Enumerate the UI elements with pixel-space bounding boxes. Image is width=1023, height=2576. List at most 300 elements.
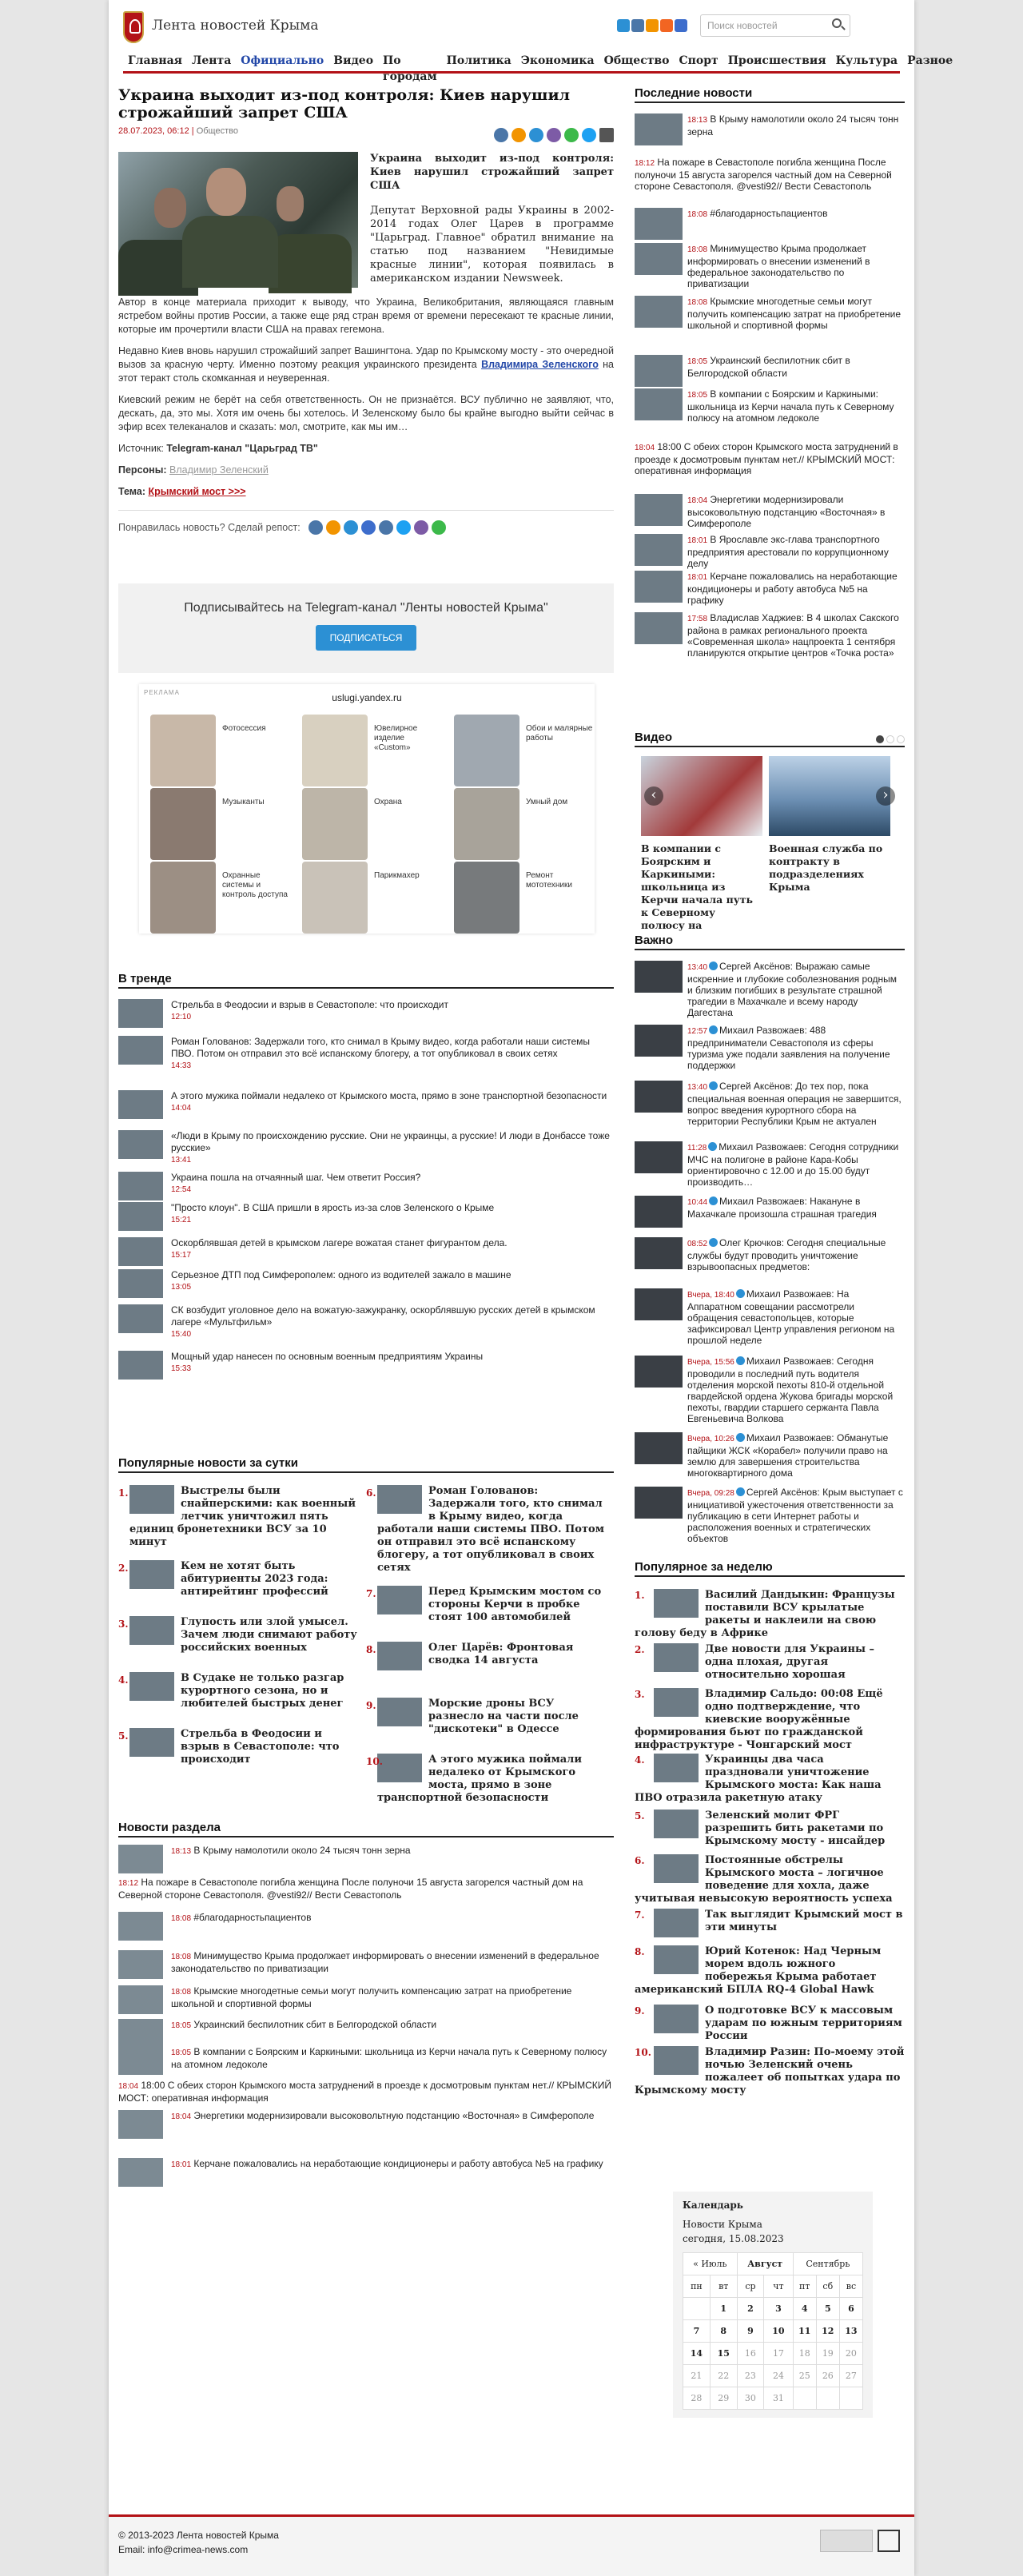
popular-thumb	[377, 1754, 422, 1782]
weekly-headline: Зеленский молит ФРГ разрешить бить ракетами по Крымскому мосту - инсайдер	[705, 1810, 886, 1847]
calendar-month-cur: Август	[737, 2253, 793, 2275]
latest-headline: Керчане пожаловались на неработающие кондиционеры и работу автобуса №5 на графику	[687, 571, 898, 606]
latest-text	[687, 571, 905, 606]
weekly-rank: 7.	[635, 1909, 645, 1921]
popular-item[interactable]	[366, 1485, 606, 1575]
weekly-headline: О подготовке ВСУ к массовым ударам по южным территориям России	[705, 2005, 902, 2042]
weekly-thumb	[654, 1754, 699, 1782]
calendar-day[interactable]: 15	[710, 2343, 737, 2365]
whatsapp-share-icon[interactable]	[564, 128, 579, 142]
trend-thumb	[118, 1172, 163, 1200]
video-carousel-dots[interactable]	[876, 735, 905, 743]
section-news-thumb	[118, 2158, 163, 2187]
weekly-headline: Украинцы два часа праздновали уничтожение Крымского моста: Как наша ПВО отразила ракетную атаку	[635, 1754, 882, 1804]
latest-thumb	[635, 388, 683, 420]
nav-item[interactable]: Общество	[603, 54, 670, 67]
trend-item[interactable]	[118, 1036, 614, 1072]
section-news-headline: #благодарностьпациентов	[193, 1912, 312, 1923]
popular-thumb	[377, 1698, 422, 1726]
ok-share-icon[interactable]	[326, 520, 340, 535]
weekly-rank: 1.	[635, 1590, 645, 1601]
telegram-badge-icon	[709, 962, 718, 970]
important-item[interactable]	[635, 1025, 905, 1071]
twitter-share-icon[interactable]	[396, 520, 411, 535]
calendar-weekday: ср	[737, 2275, 764, 2298]
ad-thumb	[454, 715, 519, 786]
nav-item[interactable]: Официально	[241, 54, 324, 67]
telegram-badge-icon	[709, 1081, 718, 1090]
calendar-day: 18	[793, 2343, 816, 2365]
ad-item[interactable]	[149, 715, 293, 786]
ad-block[interactable]	[139, 684, 595, 934]
search-input[interactable]: Поиск новостей	[700, 14, 850, 37]
popular-item[interactable]	[118, 1485, 358, 1549]
telegram-share-icon[interactable]	[529, 128, 543, 142]
section-news-item[interactable]	[118, 2158, 614, 2171]
trend-thumb	[118, 1269, 163, 1298]
weekly-rank: 10.	[635, 2047, 651, 2058]
ad-item-label: Охрана	[374, 798, 402, 806]
telegram-icon[interactable]	[617, 19, 630, 32]
telegram-subscribe-box	[118, 583, 614, 673]
latest-item[interactable]	[635, 355, 905, 379]
latest-time: 18:04	[635, 444, 655, 452]
trend-text	[171, 1202, 614, 1226]
weekly-item[interactable]	[635, 1854, 905, 1905]
latest-headline: В Крыму намолотили около 24 тысяч тонн зерна	[687, 113, 899, 137]
important-thumb	[635, 1432, 683, 1464]
mail-share-icon[interactable]	[361, 520, 376, 535]
crimea-coat-of-arms-icon[interactable]	[123, 11, 144, 43]
latest-item[interactable]	[635, 113, 905, 137]
weekly-item[interactable]	[635, 1810, 905, 1848]
latest-item[interactable]	[635, 534, 905, 569]
latest-item[interactable]	[635, 612, 905, 659]
footer-copyright: © 2013-2023 Лента новостей Крыма	[118, 2530, 279, 2541]
trend-item[interactable]	[118, 1304, 614, 1340]
latest-text	[687, 243, 905, 289]
ad-item[interactable]	[452, 715, 596, 786]
trend-text	[171, 1130, 614, 1166]
weekly-thumb	[654, 2005, 699, 2033]
main-nav	[123, 53, 953, 83]
important-thumb	[635, 1141, 683, 1173]
mail-icon[interactable]	[675, 19, 687, 32]
lj-share-icon[interactable]	[379, 520, 393, 535]
calendar-day[interactable]: 6	[839, 2298, 862, 2320]
person-link[interactable]: Владимира Зеленского	[481, 359, 599, 370]
footer	[109, 2514, 914, 2576]
latest-text	[687, 388, 905, 424]
article-section[interactable]: Общество	[196, 126, 238, 136]
footer-email[interactable]: Email: info@crimea-news.com	[118, 2544, 249, 2555]
important-item[interactable]	[635, 1081, 905, 1127]
section-news-text	[171, 1985, 614, 2010]
source-link[interactable]: Telegram-канал "Царьград ТВ"	[166, 443, 318, 454]
important-time: 12:57	[687, 1027, 708, 1036]
important-item[interactable]	[635, 961, 905, 1018]
weekly-item[interactable]	[635, 2005, 905, 2043]
calendar-day: 28	[683, 2387, 711, 2410]
trend-time: 15:40	[171, 1330, 192, 1339]
calendar-day[interactable]: 2	[737, 2298, 764, 2320]
trend-title: В тренде	[118, 972, 614, 989]
telegram-subscribe-button[interactable]: ПОДПИСАТЬСЯ	[316, 625, 417, 651]
weekly-thumb	[654, 1909, 699, 1937]
popular-rank: 9.	[366, 1700, 376, 1711]
person-tag[interactable]: Владимир Зеленский	[169, 464, 269, 476]
important-thumb	[635, 1196, 683, 1228]
section-news-thumb	[118, 1845, 163, 1873]
section-news-text	[171, 2110, 614, 2123]
latest-item[interactable]	[635, 441, 905, 476]
important-item[interactable]	[635, 1196, 905, 1220]
important-item[interactable]	[635, 1356, 905, 1424]
ad-item[interactable]	[452, 862, 596, 934]
popular-rank: 3.	[118, 1618, 129, 1630]
calendar-day[interactable]: 7	[683, 2320, 711, 2343]
trend-time: 13:41	[171, 1156, 192, 1165]
telegram-subscribe-text: Подписывайтесь на Telegram-канал "Ленты новостей Крыма"	[184, 601, 548, 615]
section-news-text	[118, 2080, 614, 2104]
calendar-day: 26	[816, 2365, 839, 2387]
section-news-time: 18:08	[171, 1988, 192, 1997]
nav-item[interactable]: Происшествия	[727, 54, 826, 67]
important-headline: Михаил Развожаев: Обманутые пайщики ЖСК «Корабел» получили право на землю для завершения строительства многоквартирного дома	[687, 1432, 889, 1479]
article-paragraph: Киевский режим не берёт на себя ответственность. Он не признаётся. ВСУ публично не заявляют, что, дескать, да, это мы. Хотя им очень бы хотелось. И Зеленскому было бы крайне выгодно выйти сейчас в эфир всех телеканалов и сказать: мол, смотрите, как мы им…	[118, 394, 614, 432]
telegram-badge-icon	[736, 1356, 745, 1365]
important-item[interactable]	[635, 1141, 905, 1188]
latest-item[interactable]	[635, 494, 905, 529]
video-carousel	[635, 756, 905, 931]
popular-headline: Глупость или злой умысел. Зачем люди снимают работу российских военных	[181, 1616, 357, 1654]
popular-rank: 6.	[366, 1487, 376, 1499]
section-news-headline: На пожаре в Севастополе погибла женщина После полуночи 15 августа загорелся частный дом на Северной стороне Севастополя. @vesti92// Вести Севастополь	[118, 1877, 583, 1901]
viber-share-icon[interactable]	[547, 128, 561, 142]
calendar-day: 23	[737, 2365, 764, 2387]
section-news-item[interactable]	[118, 2110, 614, 2123]
ad-item[interactable]	[452, 788, 596, 860]
trend-item[interactable]	[118, 1269, 614, 1293]
latest-thumb	[635, 208, 683, 240]
popular-item[interactable]	[118, 1672, 358, 1717]
section-news-item[interactable]	[118, 1877, 614, 1901]
search-icon[interactable]	[832, 18, 842, 28]
popular-item[interactable]	[366, 1642, 606, 1686]
vk-icon[interactable]	[631, 19, 644, 32]
ad-thumb	[302, 862, 368, 934]
important-item[interactable]	[635, 1237, 905, 1272]
latest-text	[687, 612, 905, 659]
telegram-badge-icon	[736, 1289, 745, 1298]
whatsapp-share-icon[interactable]	[432, 520, 446, 535]
arrow-icon[interactable]	[878, 2530, 900, 2552]
odnoklassniki-icon[interactable]	[646, 19, 659, 32]
latest-thumb	[635, 113, 683, 145]
calendar-month-prev[interactable]: « Июль	[683, 2253, 738, 2275]
ad-item[interactable]	[149, 862, 293, 934]
popular-item[interactable]	[366, 1586, 606, 1630]
section-news-text	[171, 1950, 614, 1975]
topic-link[interactable]: Крымский мост >>>	[148, 486, 246, 497]
latest-thumb	[635, 612, 683, 644]
vk-share-icon[interactable]	[308, 520, 323, 535]
site-title[interactable]: Лента новостей Крыма	[152, 18, 319, 34]
latest-time: 18:08	[687, 245, 708, 254]
weekly-thumb	[654, 1643, 699, 1672]
counter-badge[interactable]	[820, 2530, 873, 2552]
repost-label: Понравилась новость? Сделай репост:	[118, 521, 301, 533]
calendar-day: 25	[793, 2365, 816, 2387]
article-lede	[370, 152, 614, 285]
video-caption[interactable]: Военная служба по контракту в подразделениях Крыма	[769, 842, 883, 893]
weekly-item[interactable]	[635, 1688, 905, 1752]
weekly-item[interactable]	[635, 1754, 905, 1805]
calendar-day	[793, 2387, 816, 2410]
vk-share-icon[interactable]	[494, 128, 508, 142]
ad-item[interactable]	[149, 788, 293, 860]
main-column	[118, 86, 615, 2169]
trend-thumb	[118, 1036, 163, 1065]
latest-item[interactable]	[635, 388, 905, 424]
nav-item[interactable]: По городам	[383, 54, 437, 83]
important-item[interactable]	[635, 1288, 905, 1346]
calendar-day[interactable]: 5	[816, 2298, 839, 2320]
important-thumb	[635, 1025, 683, 1057]
ad-item[interactable]	[301, 788, 444, 860]
page	[109, 0, 953, 2576]
popular-headline: Роман Голованов: Задержали того, кто снимал в Крыму видео, когда работали наши системы ПВО. Потом он отправил это всё испанскому блогеру, а тот опубликовал в своих сетях	[377, 1485, 605, 1574]
ad-item[interactable]	[301, 715, 444, 786]
calendar-day: 19	[816, 2343, 839, 2365]
section-news-text	[171, 1845, 614, 1857]
ad-thumb	[302, 715, 368, 786]
section-news-time: 18:05	[171, 2021, 192, 2030]
ad-item[interactable]	[301, 862, 444, 934]
trend-headline: Оскорблявшая детей в крымском лагере вожатая станет фигурантом дела.	[171, 1237, 508, 1248]
section-news-title: Новости раздела	[118, 1821, 614, 1837]
popular-rank: 2.	[118, 1563, 129, 1574]
trend-headline: Роман Голованов: Задержали того, кто снимал в Крыму видео, когда работали наши системы ПВО. Потом он отправил это всё испанскому блогеру, а тот опубликовал в своих сетях	[171, 1036, 591, 1059]
latest-headline: #благодарностьпациентов	[710, 208, 828, 219]
calendar-day[interactable]: 1	[710, 2298, 737, 2320]
section-news-time: 18:01	[171, 2160, 192, 2169]
calendar-day[interactable]: 4	[793, 2298, 816, 2320]
section-news-headline: Крымские многодетные семьи могут получить компенсацию затрат на приобретение школьной и спортивной формы	[171, 1985, 572, 2009]
video-thumb[interactable]	[769, 756, 890, 836]
popular-item[interactable]	[366, 1698, 606, 1742]
section-news-item[interactable]	[118, 1845, 614, 1857]
important-time: Вчера, 09:28	[687, 1489, 734, 1498]
weekly-item[interactable]	[635, 2046, 905, 2097]
calendar-day	[816, 2387, 839, 2410]
lede-text: Депутат Верховной рады Украины в 2002-2014 годах Олег Царев в программе "Царьград. Главное" обратил внимание на статью под названием "Невидимые красные линии", которая появилась в американском издании Newsweek.	[370, 205, 614, 285]
latest-thumb	[635, 571, 683, 603]
popular-thumb	[129, 1616, 174, 1645]
trend-thumb	[118, 1351, 163, 1380]
calendar-day: 22	[710, 2365, 737, 2387]
important-time: 10:44	[687, 1198, 708, 1207]
latest-text	[687, 296, 905, 331]
section-news-item[interactable]	[118, 2046, 614, 2071]
ad-domain[interactable]: uslugi.yandex.ru	[332, 692, 402, 703]
popular-headline: Олег Царёв: Фронтовая сводка 14 августа	[428, 1642, 574, 1666]
nav-item[interactable]: Политика	[446, 54, 512, 67]
ok-share-icon[interactable]	[512, 128, 526, 142]
nav-item[interactable]: Спорт	[679, 54, 718, 67]
section-news-text	[118, 1877, 614, 1901]
latest-item[interactable]	[635, 243, 905, 289]
print-icon[interactable]	[599, 128, 614, 142]
popular-item[interactable]	[118, 1616, 358, 1661]
ad-item-label: Ремонт мототехники	[526, 871, 572, 890]
trend-item[interactable]	[118, 1130, 614, 1166]
section-news-thumb	[118, 2046, 163, 2075]
trend-time: 14:33	[171, 1061, 192, 1070]
trend-time: 13:05	[171, 1283, 192, 1292]
calendar-day[interactable]: 8	[710, 2320, 737, 2343]
trend-item[interactable]	[118, 1351, 614, 1375]
latest-item[interactable]	[635, 571, 905, 606]
calendar-day[interactable]: 10	[764, 2320, 794, 2343]
calendar-day[interactable]: 11	[793, 2320, 816, 2343]
latest-item[interactable]	[635, 157, 905, 192]
trend-headline: Украина пошла на отчаянный шаг. Чем ответит Россия?	[171, 1172, 421, 1183]
important-item[interactable]	[635, 1487, 905, 1544]
popular-item[interactable]	[118, 1560, 358, 1605]
weekly-headline: Так выглядит Крымский мост в эти минуты	[705, 1909, 903, 1933]
popular-item[interactable]	[118, 1728, 358, 1773]
trend-headline: А этого мужика поймали недалеко от Крымского моста, прямо в зоне транспортной безопасности	[171, 1090, 607, 1101]
important-headline: Михаил Развожаев: На Аппаратном совещании рассмотрели обращения севастопольцев, которые зафиксировал Центр управления регионом на прошлой неделе	[687, 1288, 895, 1346]
section-news-item[interactable]	[118, 1912, 614, 1925]
popular-headline: В Судаке не только разгар курортного сезона, но и любителей быстрых денег	[181, 1672, 344, 1710]
ad-item-label: Обои и малярные работы	[526, 724, 593, 743]
nav-item[interactable]: Главная	[128, 54, 182, 67]
important-thumb	[635, 1356, 683, 1388]
section-news-item[interactable]	[118, 2019, 614, 2032]
latest-text	[635, 157, 905, 192]
latest-item[interactable]	[635, 296, 905, 331]
calendar-day[interactable]: 13	[839, 2320, 862, 2343]
weekly-thumb	[654, 1854, 699, 1883]
latest-title: Последние новости	[635, 86, 905, 103]
trend-thumb	[118, 1237, 163, 1266]
important-title: Важно	[635, 934, 905, 950]
section-news-thumb	[118, 1985, 163, 2014]
article-paragraph: Недавно Киев вновь нарушил строжайший запрет Вашингтона. Удар по Крымскому мосту - это очередной вызов за красную черту. Именно поэтому реакция украинского президента Владимира Зеленского на этот теракт столь скомканная и неуверенная.	[118, 345, 615, 384]
important-time: 11:28	[687, 1144, 707, 1153]
section-news-headline: Минимущество Крыма продолжает информировать о внесении изменений в федеральное законодательство по приватизации	[171, 1950, 599, 1974]
latest-time: 18:01	[687, 536, 708, 545]
trend-text	[171, 999, 614, 1023]
weekly-item[interactable]	[635, 1909, 905, 1937]
latest-headline: Минимущество Крыма продолжает информировать о внесении изменений в федеральное законодательство по приватизации	[687, 243, 870, 289]
popular-thumb	[129, 1672, 174, 1701]
nav-item[interactable]: Разное	[907, 54, 953, 67]
trend-item[interactable]	[118, 1172, 614, 1196]
important-text	[687, 1487, 905, 1544]
calendar-month-next[interactable]: Сентябрь	[793, 2253, 862, 2275]
popular-headline: Перед Крымским мостом со стороны Керчи в пробке стоят 100 автомобилей	[428, 1586, 602, 1623]
calendar-weekday: вс	[839, 2275, 862, 2298]
important-thumb	[635, 1081, 683, 1113]
trend-text	[171, 1090, 614, 1114]
calendar-day[interactable]: 14	[683, 2343, 711, 2365]
important-headline: Сергей Аксёнов: До тех пор, пока специальная военная операция не завершится, вопрос введения курортного сбора на территории Республики Крым не актуален	[687, 1081, 902, 1127]
calendar-day[interactable]: 9	[737, 2320, 764, 2343]
nav-item[interactable]: Культура	[835, 54, 898, 67]
calendar-day: 17	[764, 2343, 794, 2365]
viber-share-icon[interactable]	[414, 520, 428, 535]
section-news-item[interactable]	[118, 1950, 614, 1975]
telegram-share-icon[interactable]	[344, 520, 358, 535]
latest-text	[687, 113, 905, 137]
article-topic: Тема: Крымский мост >>>	[118, 486, 246, 497]
calendar-day[interactable]: 12	[816, 2320, 839, 2343]
ad-label: РЕКЛАМА	[144, 689, 180, 696]
article-meta: 28.07.2023, 06:12 | Общество	[118, 126, 238, 136]
popular-item[interactable]	[366, 1754, 606, 1805]
section-news-time: 18:04	[118, 2082, 139, 2091]
nav-item[interactable]: Лента	[192, 54, 232, 67]
rss-icon[interactable]	[660, 19, 673, 32]
trend-item[interactable]	[118, 1237, 614, 1261]
ad-item-label: Умный дом	[526, 798, 568, 806]
latest-thumb	[635, 494, 683, 526]
chevron-right-icon[interactable]: ›	[876, 786, 895, 806]
weekly-thumb	[654, 1688, 699, 1717]
trend-item[interactable]	[118, 999, 614, 1023]
calendar-day[interactable]: 3	[764, 2298, 794, 2320]
nav-item[interactable]: Видео	[333, 54, 374, 67]
twitter-share-icon[interactable]	[582, 128, 596, 142]
latest-thumb	[635, 534, 683, 566]
trend-headline: Серьезное ДТП под Симферополем: одного из водителей зажало в машине	[171, 1269, 512, 1280]
article-date: 28.07.2023, 06:12	[118, 126, 189, 136]
important-item[interactable]	[635, 1432, 905, 1479]
weekly-headline: Владимир Сальдо: 00:08 Ещё одно подтверждение, что киевские вооружённые формирования бьют по гражданской инфраструктуре - Чонгарский мост	[635, 1688, 883, 1751]
section-news-text	[171, 2158, 614, 2171]
calendar-weekday: сб	[816, 2275, 839, 2298]
trend-headline: СК возбудит уголовное дело на вожатую-зажукранку, оскорблявшую русских детей в крымском лагере «Мультфильм»	[171, 1304, 595, 1328]
latest-time: 17:58	[687, 615, 708, 623]
popular-thumb	[377, 1485, 422, 1514]
weekly-item[interactable]	[635, 1589, 905, 1640]
latest-thumb	[635, 355, 683, 387]
trend-headline: Мощный удар нанесен по основным военным предприятиям Украины	[171, 1351, 484, 1362]
popular-rank: 5.	[118, 1730, 129, 1742]
ad-thumb	[150, 788, 216, 860]
chevron-left-icon[interactable]: ‹	[644, 786, 663, 806]
trend-thumb	[118, 1090, 163, 1119]
trend-headline: Стрельба в Феодосии и взрыв в Севастополе: что происходит	[171, 999, 448, 1010]
trend-headline: «Люди в Крыму по происхождению русские. Они не украинцы, а русские! И люди в Донбассе тоже русские»	[171, 1130, 610, 1153]
latest-item[interactable]	[635, 208, 905, 221]
trend-item[interactable]	[118, 1090, 614, 1114]
calendar-day: 27	[839, 2365, 862, 2387]
weekly-item[interactable]	[635, 1945, 905, 1997]
nav-item[interactable]: Экономика	[520, 54, 595, 67]
trend-text	[171, 1172, 614, 1196]
video-caption[interactable]: В компании с Боярским и Каркиными: школьница из Керчи начала путь к Северному полюсу на	[641, 842, 753, 931]
weekly-item[interactable]	[635, 1643, 905, 1682]
section-news-item[interactable]	[118, 1985, 614, 2010]
important-text	[687, 1237, 905, 1272]
trend-item[interactable]	[118, 1202, 614, 1226]
repost-row	[118, 510, 614, 535]
section-news-item[interactable]	[118, 2080, 614, 2104]
